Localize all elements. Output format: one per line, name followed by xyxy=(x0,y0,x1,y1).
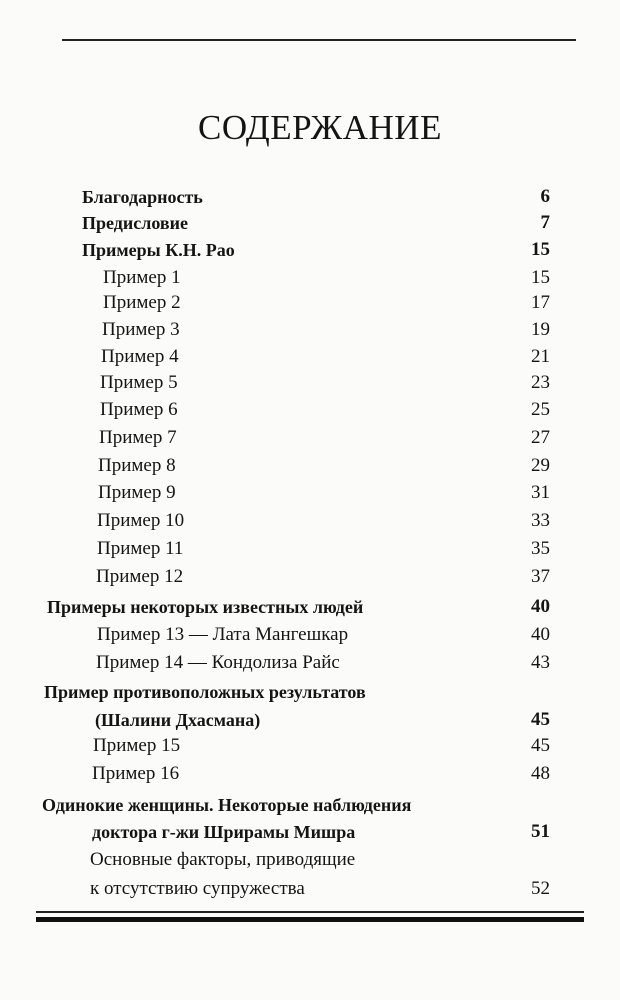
toc-entry-page: 29 xyxy=(531,455,550,476)
toc-entry-page: 43 xyxy=(531,652,550,673)
toc-entry-page: 23 xyxy=(531,372,550,393)
toc-entry-title: Пример 9 xyxy=(98,482,176,503)
toc-entry-title: Пример 5 xyxy=(100,372,178,393)
toc-entry-title: Пример 3 xyxy=(102,319,180,340)
toc-entry-title: Пример 10 xyxy=(97,510,185,531)
toc-entry-page: 51 xyxy=(531,821,550,842)
toc-entry-title: Пример 11 xyxy=(97,538,184,559)
toc-entry-page: 6 xyxy=(540,186,550,207)
toc-entry-title: доктора г-жи Шрирамы Мишра xyxy=(92,822,356,842)
toc-entry-title: Примеры К.Н. Рао xyxy=(82,240,235,260)
toc-entry-title: Пример 15 xyxy=(93,735,181,756)
toc-entry-page: 15 xyxy=(531,239,550,260)
toc-entry-title: Пример 16 xyxy=(92,763,180,784)
toc-entry-page: 15 xyxy=(531,267,550,288)
toc-entry-page: 7 xyxy=(540,212,550,233)
bottom-rule-thin xyxy=(36,911,584,913)
bottom-rule-thick xyxy=(36,917,584,922)
toc-entry-title: Пример 13 — Лата Мангешкар xyxy=(97,624,349,645)
top-rule xyxy=(62,39,576,41)
toc-entry-page: 40 xyxy=(531,596,550,617)
toc-entry-title: (Шалини Дхасмана) xyxy=(95,710,261,730)
toc-entry-page: 48 xyxy=(531,763,550,784)
toc-entry-page: 35 xyxy=(531,538,550,559)
toc-entry-title: Пример противоположных результатов xyxy=(44,682,366,702)
toc-entry-page: 45 xyxy=(531,709,550,730)
toc-entry-page: 25 xyxy=(531,399,550,420)
toc-entry-title: Пример 2 xyxy=(103,292,181,313)
toc-entry-title: Одинокие женщины. Некоторые наблюдения xyxy=(42,795,412,815)
toc-entry-title: Пример 12 xyxy=(96,566,184,587)
toc-entry-title: Пример 6 xyxy=(100,399,178,420)
toc-entry-title: Пример 4 xyxy=(101,346,179,367)
toc-entry-title: Пример 1 xyxy=(103,267,181,288)
toc-entry-title: Пример 14 — Кондолиза Райс xyxy=(96,652,340,673)
toc-entry-page: 52 xyxy=(531,878,550,899)
toc-entry-page: 37 xyxy=(531,566,550,587)
toc-entry-page: 31 xyxy=(531,482,550,503)
toc-entry-title: Основные факторы, приводящие xyxy=(90,849,356,870)
toc-entry-page: 21 xyxy=(531,346,550,367)
toc-entry-title: Благодарность xyxy=(82,187,203,207)
toc-entry-page: 45 xyxy=(531,735,550,756)
toc-entry-page: 40 xyxy=(531,624,550,645)
page-title: СОДЕРЖАНИЕ xyxy=(198,108,442,147)
toc-entry-page: 33 xyxy=(531,510,550,531)
toc-entry-title: Предисловие xyxy=(82,213,188,233)
toc-entry-page: 27 xyxy=(531,427,550,448)
toc-entry-title: Пример 8 xyxy=(98,455,176,476)
toc-entry-title: к отсутствию супружества xyxy=(90,878,305,899)
toc-entry-page: 17 xyxy=(531,292,550,313)
toc-entry-title: Пример 7 xyxy=(99,427,177,448)
toc-entry-page: 19 xyxy=(531,319,550,340)
toc-entry-title: Примеры некоторых известных людей xyxy=(47,597,364,617)
